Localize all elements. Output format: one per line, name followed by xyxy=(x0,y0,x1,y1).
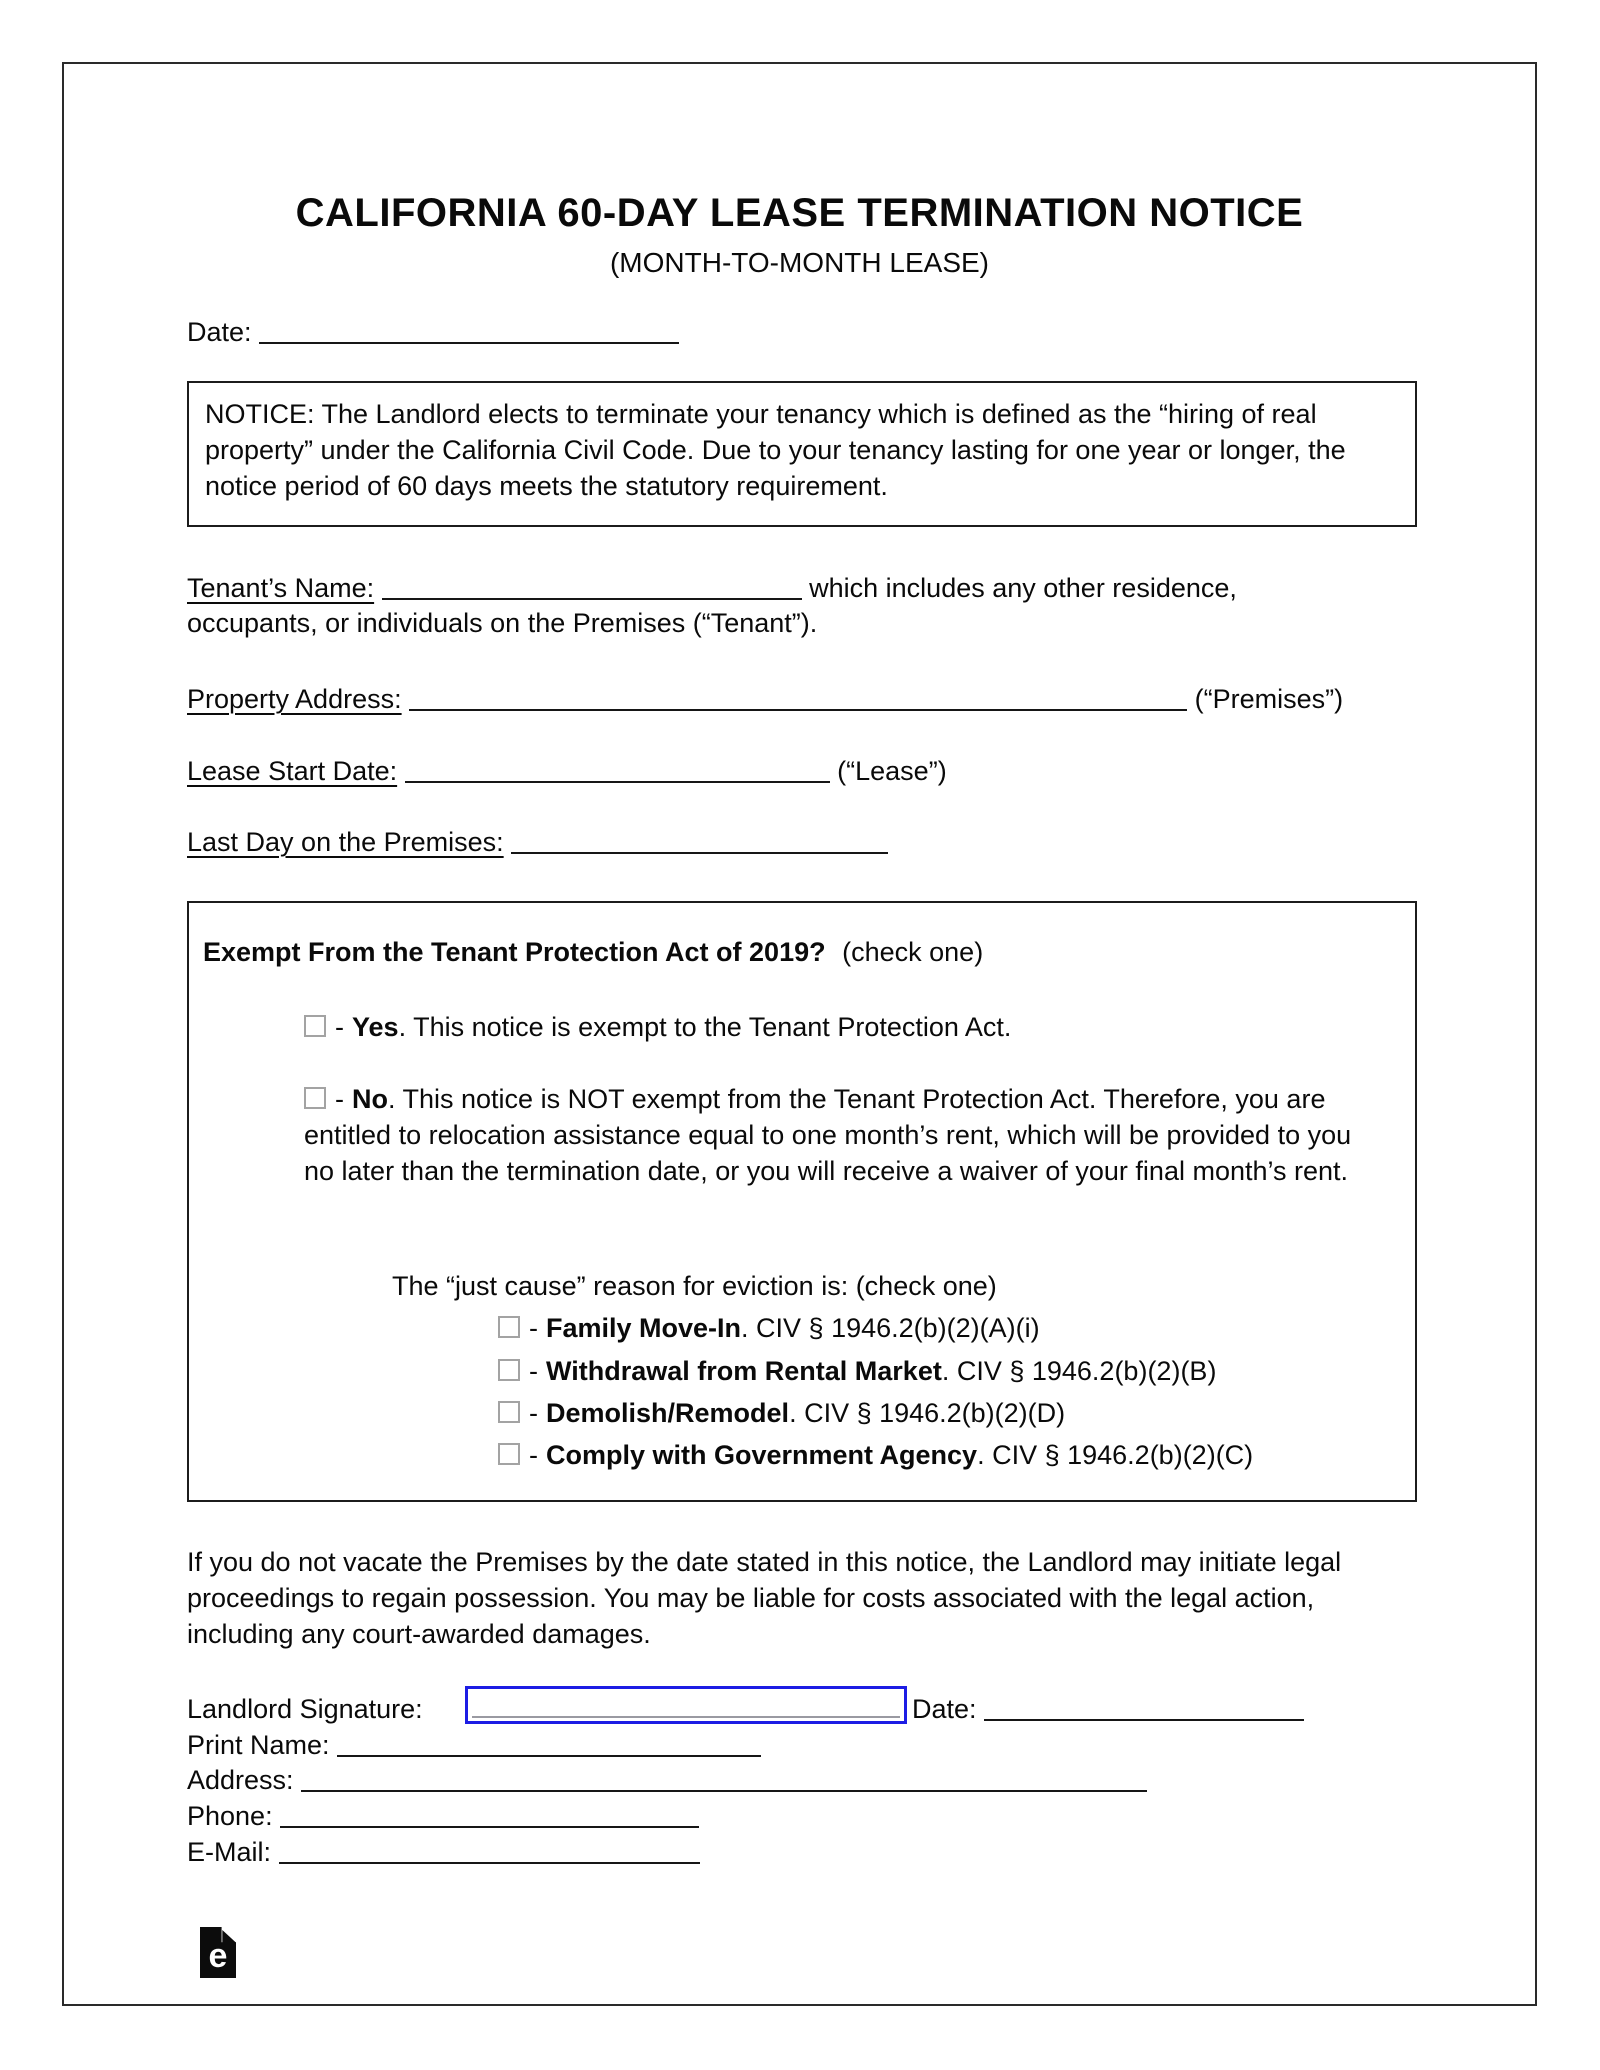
no-text: . This notice is NOT exempt from the Tenant Protection Act. Therefore, you are entitled to relocation assistance equal to one month’s rent, which will be provided to you no later than the termination date, or you will receive a waiver of your final month’s rent. xyxy=(304,1084,1352,1186)
signature-date-label: Date: xyxy=(912,1694,977,1724)
address-line xyxy=(187,1762,1147,1798)
tenant-name-section xyxy=(187,571,1237,641)
reason-family-move-in-citation: . CIV § 1946.2(b)(2)(A)(i) xyxy=(741,1313,1040,1343)
lease-suffix: (“Lease”) xyxy=(837,756,947,786)
property-address-blank-line xyxy=(409,709,1187,711)
reason-demolish-remodel xyxy=(498,1395,1065,1431)
page-subtitle: (MONTH-TO-MONTH LEASE) xyxy=(609,247,990,278)
print-name-label: Print Name: xyxy=(187,1730,330,1760)
reason-demolish-remodel-label: Demolish/Remodel xyxy=(546,1398,790,1428)
notice-box xyxy=(187,381,1417,527)
email-blank-line xyxy=(279,1862,700,1864)
tenant-name-label: Tenant’s Name: xyxy=(187,573,375,603)
reason-dash: - xyxy=(529,1398,538,1428)
yes-dash: - xyxy=(335,1012,344,1042)
reason-demolish-remodel-citation: . CIV § 1946.2(b)(2)(D) xyxy=(789,1398,1066,1428)
lease-start-blank-line xyxy=(405,781,830,783)
checkbox-yes[interactable] xyxy=(304,1015,326,1037)
eforms-logo-icon xyxy=(200,1927,236,1978)
exempt-no-option xyxy=(304,1081,1374,1189)
exempt-heading-question: Exempt From the Tenant Protection Act of 2019? xyxy=(203,937,826,967)
reason-withdrawal-citation: . CIV § 1946.2(b)(2)(B) xyxy=(941,1356,1217,1386)
reason-withdrawal xyxy=(498,1353,1216,1389)
date-blank-line xyxy=(259,342,679,344)
reason-dash: - xyxy=(529,1356,538,1386)
last-day-label: Last Day on the Premises: xyxy=(187,827,504,857)
tenant-name-blank-line xyxy=(382,598,802,600)
landlord-signature-field[interactable] xyxy=(465,1686,907,1724)
last-day-line xyxy=(187,824,888,860)
signature-field-underline xyxy=(472,1716,900,1718)
reason-withdrawal-label: Withdrawal from Rental Market xyxy=(546,1356,942,1386)
print-name-line xyxy=(187,1727,761,1763)
logo-letter: e xyxy=(208,1937,228,1975)
reason-family-move-in xyxy=(498,1310,1040,1346)
no-dash: - xyxy=(335,1084,344,1114)
reason-dash: - xyxy=(529,1440,538,1470)
property-address-line xyxy=(187,681,1343,717)
exempt-yes-option xyxy=(304,1009,1011,1045)
signature-date-blank-line xyxy=(984,1719,1304,1721)
no-label: No xyxy=(352,1084,388,1114)
tenant-name-suffix: which includes any other residence, xyxy=(809,573,1237,603)
checkbox-no[interactable] xyxy=(304,1087,326,1109)
checkbox-family-move-in[interactable] xyxy=(498,1316,520,1338)
phone-line xyxy=(187,1798,699,1834)
just-cause-intro: The “just cause” reason for eviction is: (check one) xyxy=(392,1271,997,1301)
date-label: Date: xyxy=(187,317,252,347)
address-blank-line xyxy=(301,1790,1147,1792)
reason-family-move-in-label: Family Move-In xyxy=(546,1313,742,1343)
lease-start-label: Lease Start Date: xyxy=(187,756,398,786)
premises-suffix: (“Premises”) xyxy=(1194,684,1344,714)
address-label: Address: xyxy=(187,1765,294,1795)
property-address-label: Property Address: xyxy=(187,684,402,714)
yes-label: Yes xyxy=(352,1012,399,1042)
date-line xyxy=(187,314,679,350)
tenant-name-line2: occupants, or individuals on the Premises (“Tenant”). xyxy=(187,608,818,638)
landlord-signature-label: Landlord Signature: xyxy=(187,1694,423,1724)
document-page xyxy=(62,62,1537,2006)
page-title: CALIFORNIA 60-DAY LEASE TERMINATION NOTICE xyxy=(295,191,1304,235)
checkbox-withdrawal[interactable] xyxy=(498,1359,520,1381)
email-label: E-Mail: xyxy=(187,1837,272,1867)
email-line xyxy=(187,1834,700,1870)
checkbox-comply-government[interactable] xyxy=(498,1443,520,1465)
exempt-heading-check-one: (check one) xyxy=(842,937,984,967)
checkbox-demolish-remodel[interactable] xyxy=(498,1401,520,1423)
signature-date-line xyxy=(912,1691,1304,1727)
notice-text: NOTICE: The Landlord elects to terminate your tenancy which is defined as the “hiring of real property” under the California Civil Code. Due to your tenancy lasting for one year or longer, the notice period of 60 days meets the statutory requirement. xyxy=(205,399,1346,501)
reason-comply-government-citation: . CIV § 1946.2(b)(2)(C) xyxy=(977,1440,1254,1470)
closing-paragraph: If you do not vacate the Premises by the date stated in this notice, the Landlord may initiate legal proceedings to regain possession. You may be liable for costs associated with the legal action, including any court-awarded damages. xyxy=(187,1547,1342,1649)
reason-comply-government-label: Comply with Government Agency xyxy=(546,1440,978,1470)
last-day-blank-line xyxy=(511,852,888,854)
phone-blank-line xyxy=(280,1826,699,1828)
exempt-heading xyxy=(203,934,983,970)
reason-comply-government xyxy=(498,1437,1253,1473)
lease-start-line xyxy=(187,753,947,789)
reason-dash: - xyxy=(529,1313,538,1343)
yes-text: . This notice is exempt to the Tenant Protection Act. xyxy=(398,1012,1012,1042)
print-name-blank-line xyxy=(337,1755,761,1757)
tenant-name-line1 xyxy=(187,571,1237,606)
phone-label: Phone: xyxy=(187,1801,273,1831)
